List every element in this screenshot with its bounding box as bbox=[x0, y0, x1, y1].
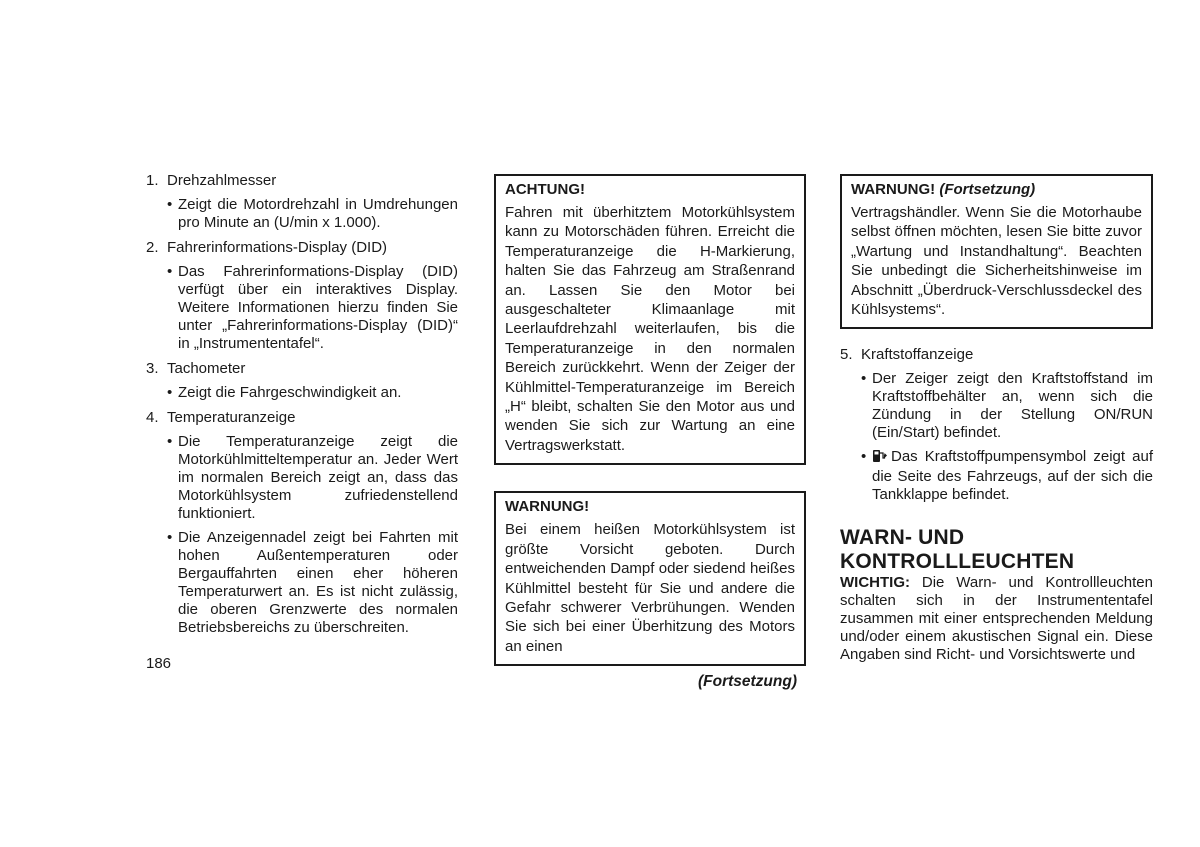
list-item-5 bbox=[840, 346, 1153, 504]
section-heading bbox=[840, 526, 1153, 574]
continued-label: (Fortsetzung) bbox=[939, 181, 1036, 198]
bullet bbox=[861, 448, 1153, 504]
achtung-box bbox=[494, 174, 806, 465]
bullet bbox=[167, 196, 458, 232]
left-column bbox=[146, 172, 458, 637]
item-title-temperaturanzeige: Temperaturanzeige bbox=[167, 409, 296, 426]
bullet-text: Das Fahrerinformations-Display (DID) verfügt über ein interaktives Display. Weitere Informationen hierzu finden Sie unter „Fahrerinformations-Display (DID)“ in „Instrumententafel“. bbox=[178, 263, 458, 352]
warnung-title: WARNUNG! bbox=[505, 498, 590, 516]
bullet bbox=[861, 370, 1153, 442]
list-item-1 bbox=[146, 172, 458, 232]
bullet-text: Das Kraftstoffpumpensymbol zeigt auf die Seite des Fahrzeugs, auf der sich die Tankklappe befindet. bbox=[872, 448, 1153, 504]
item-number: 3. bbox=[146, 360, 159, 377]
bullet-text: Die Anzeigennadel zeigt bei Fahrten mit hohen Außentemperaturen oder Bergauffahrten einen eher höheren Temperaturwert an. Es ist nicht zulässig, die oberen Grenzwerte des normalen Betriebsbereichs zu überschreiten. bbox=[178, 529, 458, 636]
warnung-body: Bei einem heißen Motorkühlsystem ist größte Vorsicht geboten. Durch entweichenden Dampf oder siedend heißes Kühlmittel besteht für Sie und andere die Gefahr schwerer Verbrühungen. Wenden Sie sich bei einer Überhitzung des Motors an einen bbox=[505, 521, 795, 655]
heading-line: WARN- UND bbox=[840, 526, 965, 550]
bullet bbox=[167, 384, 458, 402]
bullet-dot: • bbox=[167, 433, 173, 450]
intro-lead: WICHTIG: bbox=[840, 574, 910, 592]
warnung-continued-box bbox=[840, 174, 1153, 329]
item-title-kraftstoffanzeige: Kraftstoffanzeige bbox=[861, 346, 974, 364]
item-number: 1. bbox=[146, 172, 159, 189]
heading-line: KONTROLLLEUCHTEN bbox=[840, 550, 1075, 574]
bullet-dot: • bbox=[167, 263, 173, 280]
warnung-box bbox=[494, 491, 806, 666]
item-title-drehzahlmesser: Drehzahlmesser bbox=[167, 172, 277, 189]
bullet-dot: • bbox=[167, 529, 173, 546]
bullet bbox=[167, 263, 458, 353]
bullet-text: Der Zeiger zeigt den Kraftstoffstand im Kraftstoffbehälter an, wenn sich die Zündung in der Stellung ON/RUN (Ein/Start) befindet. bbox=[872, 370, 1153, 442]
list-item-3 bbox=[146, 360, 458, 402]
item-title-did: Fahrerinformations-Display (DID) bbox=[167, 239, 388, 256]
middle-column bbox=[494, 174, 806, 691]
bullet-dot: • bbox=[167, 384, 173, 401]
achtung-title: ACHTUNG! bbox=[505, 181, 585, 198]
right-column bbox=[840, 174, 1153, 664]
item-title-tachometer: Tachometer bbox=[167, 360, 246, 377]
list-item-2 bbox=[146, 239, 458, 353]
warnung-title: WARNUNG! bbox=[851, 181, 936, 198]
list-item-4 bbox=[146, 409, 458, 637]
bullet-text: Die Temperaturanzeige zeigt die Motorkühlmitteltemperatur an. Jeder Wert im normalen Bereich zeigt an, dass das Motorkühlsystem zufriedenstellend funktioniert. bbox=[178, 433, 458, 522]
item-number: 2. bbox=[146, 239, 159, 256]
intro-paragraph bbox=[840, 574, 1153, 664]
fuel-pump-icon bbox=[872, 449, 888, 468]
achtung-body: Fahren mit überhitztem Motorkühlsystem kann zu Motorschäden führen. Erreicht die Temperaturanzeige die H-Markierung, halten Sie das Fahrzeug am Straßenrand an. Lassen Sie den Motor bei ausgeschalteter Klimaanlage mit Leerlaufdrehzahl weiterlaufen, bis die Temperaturanzeige in den normalen Bereich zurückkehrt. Wenn der Zeiger der Kühlmittel-Temperaturanzeige im Bereich „H“ bleibt, schalten Sie den Motor aus und wenden Sie sich zur Wartung an eine Vertragswerkstatt. bbox=[505, 204, 795, 454]
bullet-text: Zeigt die Fahrgeschwindigkeit an. bbox=[178, 384, 402, 401]
continued-label: (Fortsetzung) bbox=[697, 673, 797, 691]
bullet-text: Zeigt die Motordrehzahl in Umdrehungen pro Minute an (U/min x 1.000). bbox=[178, 196, 458, 231]
bullet-dot: • bbox=[861, 370, 867, 388]
warnung-continued-body: Vertragshändler. Wenn Sie die Motorhaube selbst öffnen möchten, lesen Sie bitte zuvor „Wartung und Instandhaltung“. Beachten Sie unbedingt die Sicherheitshinweise im Abschnitt „Überdruck-Verschlussdeckel des Kühlsystems“. bbox=[851, 204, 1142, 319]
bullet-dot: • bbox=[861, 448, 867, 466]
bullet-dot: • bbox=[167, 196, 173, 213]
bullet bbox=[167, 433, 458, 523]
item-number: 5. bbox=[840, 346, 853, 364]
bullet bbox=[167, 529, 458, 637]
item-number: 4. bbox=[146, 409, 159, 426]
intro-text: Die Warn- und Kontrollleuchten schalten sich in der Instrumententafel zusammen mit einer entsprechenden Meldung und/oder einem akustischen Signal ein. Diese Angaben sind Richt- und Vorsichtswerte und bbox=[840, 574, 1153, 664]
page-number: 186 bbox=[146, 655, 172, 672]
